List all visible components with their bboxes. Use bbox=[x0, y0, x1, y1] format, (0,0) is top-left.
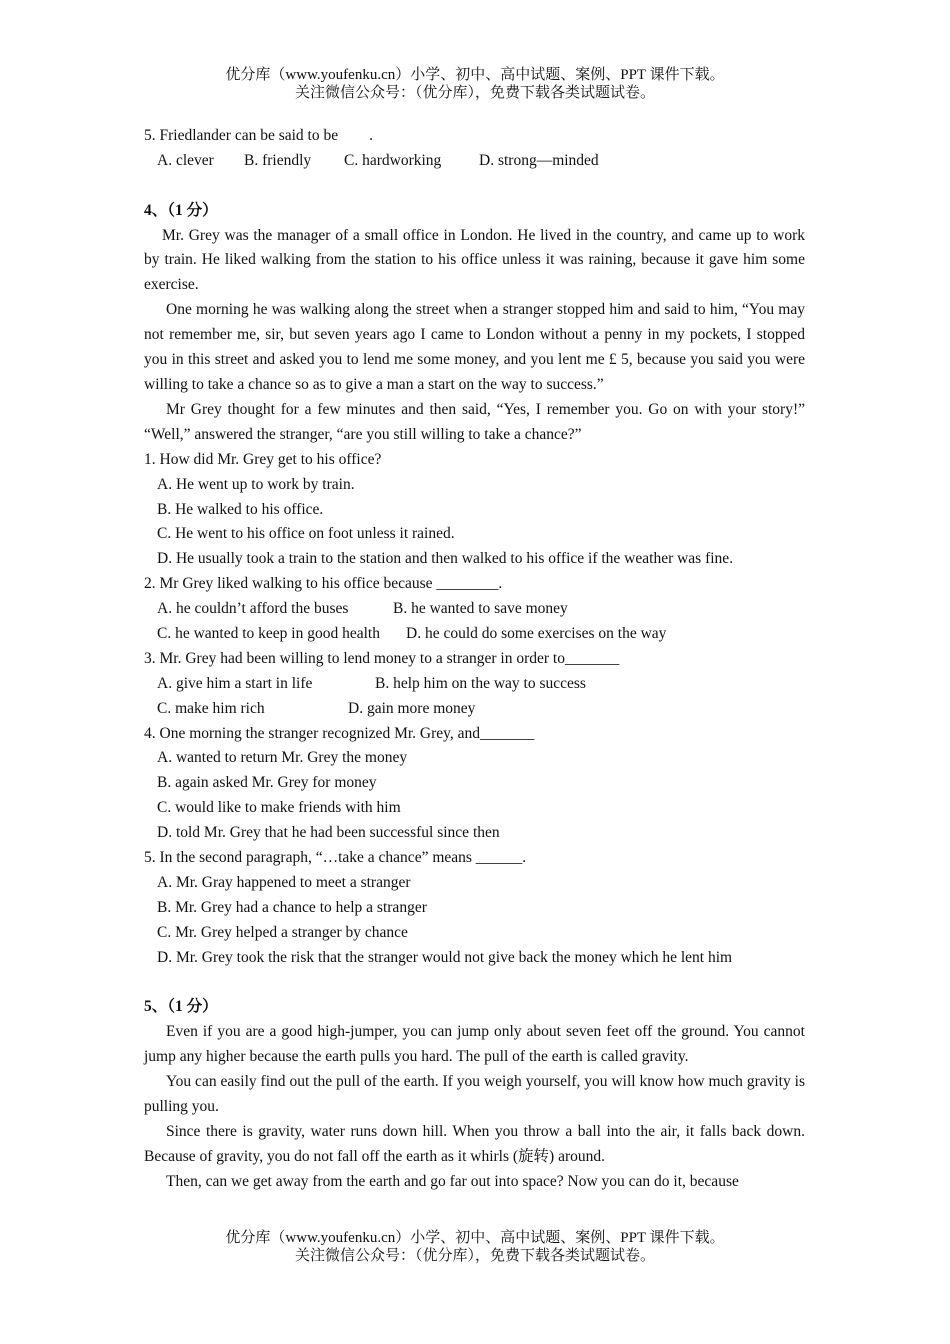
option-d: D. he could do some exercises on the way bbox=[406, 624, 667, 642]
s4-q4-option-a: A. wanted to return Mr. Grey the money bbox=[157, 749, 408, 767]
option-b: B. help him on the way to success bbox=[375, 674, 586, 692]
s4-q1-option-d: D. He usually took a train to the station and then walked to his office if the weather was fine. bbox=[157, 550, 734, 568]
section-5-paragraph-1: Even if you are a good high-jumper, you can jump only about seven feet off the ground. You cannot jump any higher because the earth pulls you hard. The pull of the earth is called gravity. bbox=[144, 1023, 805, 1066]
option-b: B. he wanted to save money bbox=[393, 600, 568, 618]
section-4-paragraph-3: Mr Grey thought for a few minutes and then said, “Yes, I remember you. Go on with your story!” “Well,” answered the stranger, “are you still willing to take a chance?” bbox=[144, 400, 805, 443]
banner-line-2: 关注微信公众号：（优分库），免费下载各类试题试卷。 bbox=[294, 1248, 655, 1264]
s4-q1-option-c: C. He went to his office on foot unless it rained. bbox=[157, 525, 455, 543]
document-body bbox=[144, 124, 805, 1195]
section-5-paragraph-2: You can easily find out the pull of the earth. If you weigh yourself, you will know how much gravity is pulling you. bbox=[144, 1073, 805, 1115]
option-b: B. friendly bbox=[244, 151, 312, 169]
option-c: C. make him rich bbox=[157, 699, 265, 717]
option-a: A. he couldn’t afford the buses bbox=[157, 600, 349, 618]
s4-q5-option-b: B. Mr. Grey had a chance to help a stranger bbox=[157, 898, 427, 916]
banner-line-1: 优分库（www.youfenku.cn）小学、初中、高中试题、案例、PPT 课件下载。 bbox=[225, 1230, 725, 1246]
s4-q1-option-b: B. He walked to his office. bbox=[157, 500, 324, 518]
option-a: A. give him a start in life bbox=[157, 674, 313, 692]
footer-banner bbox=[0, 1229, 950, 1265]
s4-q4-option-c: C. would like to make friends with him bbox=[157, 799, 401, 817]
s4-question-3: 3. Mr. Grey had been willing to lend money to a stranger in order to_______ bbox=[144, 649, 620, 667]
section-4-heading: 4、（1 分） bbox=[144, 201, 218, 219]
option-d: D. gain more money bbox=[348, 699, 476, 717]
s4-q4-option-b: B. again asked Mr. Grey for money bbox=[157, 774, 377, 792]
section-4-paragraph-2: One morning he was walking along the street when a stranger stopped him and said to him, “You may not remember me, sir, but seven years ago I came to London without a penny in my pockets, I stopped you in this street and asked you to lend me some money, and you lent me £ 5, because you said you were willing to take a chance so as to give a man a start on the way to success.” bbox=[144, 301, 805, 393]
option-c: C. he wanted to keep in good health bbox=[157, 624, 380, 642]
section-4-paragraph-1: Mr. Grey was the manager of a small office in London. He lived in the country, and came up to work by train. He liked walking from the station to his office unless it was raining, because it gave him some exercise. bbox=[144, 226, 805, 294]
header-banner bbox=[0, 66, 950, 102]
banner-line-1: 优分库（www.youfenku.cn）小学、初中、高中试题、案例、PPT 课件下载。 bbox=[225, 67, 725, 83]
banner-line-2: 关注微信公众号：（优分库），免费下载各类试题试卷。 bbox=[294, 85, 655, 101]
s4-question-4: 4. One morning the stranger recognized Mr. Grey, and_______ bbox=[144, 724, 535, 742]
section-5-paragraph-3: Since there is gravity, water runs down hill. When you throw a ball into the air, it falls back down. Because of gravity, you do not fall off the earth as it whirls (旋转) around. bbox=[144, 1122, 805, 1165]
s4-q3-options-ab bbox=[144, 672, 805, 697]
s4-q5-option-d: D. Mr. Grey took the risk that the stranger would not give back the money which he lent him bbox=[157, 948, 733, 966]
prev-q5-options bbox=[144, 149, 805, 174]
prev-question-5: 5. Friedlander can be said to be . bbox=[144, 127, 373, 144]
s4-question-5: 5. In the second paragraph, “…take a chance” means ______. bbox=[144, 848, 527, 866]
s4-question-1: 1. How did Mr. Grey get to his office? bbox=[144, 450, 382, 468]
s4-question-2: 2. Mr Grey liked walking to his office because ________. bbox=[144, 575, 503, 593]
s4-q3-options-cd bbox=[144, 697, 805, 722]
section-5-heading: 5、（1 分） bbox=[144, 998, 218, 1016]
s4-q1-option-a: A. He went up to work by train. bbox=[157, 475, 355, 493]
option-d: D. strong—minded bbox=[479, 151, 599, 169]
option-a: A. clever bbox=[157, 151, 214, 169]
option-c: C. hardworking bbox=[344, 151, 442, 169]
section-5-paragraph-4: Then, can we get away from the earth and go far out into space? Now you can do it, because bbox=[166, 1172, 739, 1190]
s4-q5-option-c: C. Mr. Grey helped a stranger by chance bbox=[157, 923, 408, 941]
s4-q4-option-d: D. told Mr. Grey that he had been successful since then bbox=[157, 824, 500, 842]
s4-q5-option-a: A. Mr. Gray happened to meet a stranger bbox=[157, 873, 411, 891]
s4-q2-options-cd bbox=[144, 622, 805, 647]
s4-q2-options-ab bbox=[144, 597, 805, 622]
